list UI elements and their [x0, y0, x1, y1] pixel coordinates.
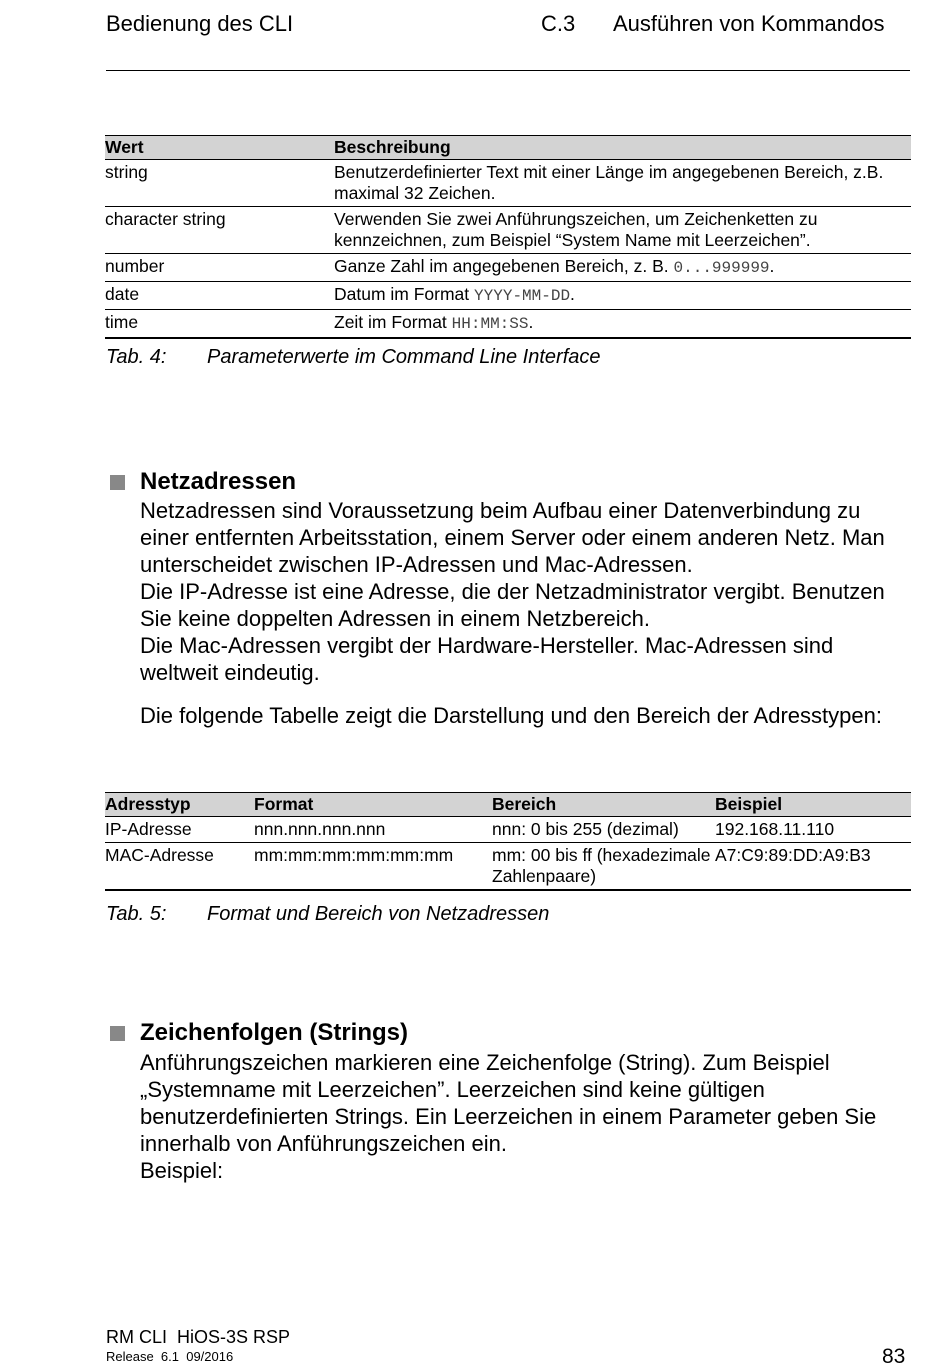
table-header-row [105, 136, 911, 160]
table-caption-number: Tab. 4: [106, 346, 167, 368]
table-header-row [105, 793, 911, 817]
column-header: Beschreibung [334, 136, 911, 160]
column-header: Format [254, 793, 492, 817]
column-header: Wert [105, 136, 334, 160]
table-row [105, 282, 911, 310]
address-format-table [105, 792, 911, 891]
running-header-section-title: Ausführen von Kommandos [613, 11, 885, 36]
table-caption-text: Format und Bereich von Netzadressen [207, 903, 550, 925]
description-text: Ganze Zahl im angegebenen Bereich, z. B. [334, 256, 674, 276]
description-text: Datum im Format [334, 284, 475, 304]
address-type-cell: IP-Adresse [105, 817, 254, 843]
description-tail: . [769, 256, 775, 276]
footer-document-title: RM CLI HiOS-3S RSP [106, 1327, 291, 1347]
example-cell: 192.168.11.110 [715, 817, 911, 843]
body-paragraph: Anführungszeichen markieren eine Zeichenfolge (String). Zum Beispiel „Systemname mit Leerzeichen”. Leerzeichen sind keine gültigen benutzerdefinierten Strings. Ein Leerzeichen in einem Parameter geben Sie innerhalb von Anführungszeichen ein. [140, 1050, 877, 1156]
description-text: Verwenden Sie zwei Anführungszeichen, um Zeichenketten zu kennzeichnen, zum Beispiel “System Name mit Leerzeichen”. [334, 209, 818, 250]
description-tail: . [570, 284, 575, 304]
body-paragraph: Netzadressen sind Voraussetzung beim Aufbau einer Datenverbindung zu einer entfernten Arbeitsstation, einem Server oder einem anderen Netz. Man unterscheidet zwischen IP-Adressen und Mac-Adressen. [140, 498, 885, 577]
value-type-cell: date [105, 282, 334, 310]
range-cell: nnn: 0 bis 255 (dezimal) [492, 817, 715, 843]
body-paragraph: Beispiel: [140, 1158, 224, 1183]
description-cell [334, 207, 911, 254]
code-example: HH:MM:SS [451, 315, 529, 333]
format-cell: nnn.nnn.nnn.nnn [254, 817, 492, 843]
range-cell: mm: 00 bis ff (hexadezimale Zahlenpaare) [492, 843, 715, 891]
description-cell [334, 310, 911, 339]
table-caption-number: Tab. 5: [106, 903, 167, 925]
table-row [105, 207, 911, 254]
code-example: 0...999999 [673, 259, 770, 277]
value-type-cell: number [105, 254, 334, 282]
column-header: Bereich [492, 793, 715, 817]
format-cell: mm:mm:mm:mm:mm:mm [254, 843, 492, 891]
table-row [105, 310, 911, 339]
section-heading: Netzadressen [140, 468, 297, 495]
column-header: Beispiel [715, 793, 911, 817]
description-cell [334, 282, 911, 310]
section-bullet-icon [110, 475, 125, 490]
table-row [105, 817, 911, 843]
running-header-section-number: C.3 [541, 11, 576, 36]
description-cell [334, 160, 911, 207]
description-cell [334, 254, 911, 282]
value-type-cell: character string [105, 207, 334, 254]
section-bullet-icon [110, 1026, 125, 1041]
footer-release: Release 6.1 09/2016 [106, 1349, 234, 1364]
page-number: 83 [882, 1345, 906, 1368]
body-paragraph: Die Mac-Adressen vergibt der Hardware-Hersteller. Mac-Adressen sind weltweit eindeutig. [140, 633, 834, 685]
value-type-cell: time [105, 310, 334, 339]
running-header-left: Bedienung des CLI [106, 11, 294, 36]
table-row [105, 843, 911, 891]
description-tail: . [528, 312, 534, 332]
code-example: YYYY-MM-DD [474, 287, 571, 305]
table-row [105, 160, 911, 207]
description-text: Benutzerdefinierter Text mit einer Länge im angegebenen Bereich, z.B. maximal 32 Zeichen. [334, 162, 884, 203]
header-divider [106, 70, 910, 71]
section-heading: Zeichenfolgen (Strings) [140, 1019, 409, 1046]
table-row [105, 254, 911, 282]
table-caption-text: Parameterwerte im Command Line Interface [207, 346, 601, 368]
column-header: Adresstyp [105, 793, 254, 817]
body-paragraph: Die IP-Adresse ist eine Adresse, die der Netzadministrator vergibt. Benutzen Sie keine doppelten Adressen in einem Netzbereich. [140, 579, 885, 631]
parameter-values-table [105, 135, 911, 339]
description-text: Zeit im Format [334, 312, 452, 332]
body-paragraph: Die folgende Tabelle zeigt die Darstellung und den Bereich der Adresstypen: [140, 703, 882, 728]
value-type-cell: string [105, 160, 334, 207]
address-type-cell: MAC-Adresse [105, 843, 254, 891]
example-cell: A7:C9:89:DD:A9:B3 [715, 843, 911, 891]
